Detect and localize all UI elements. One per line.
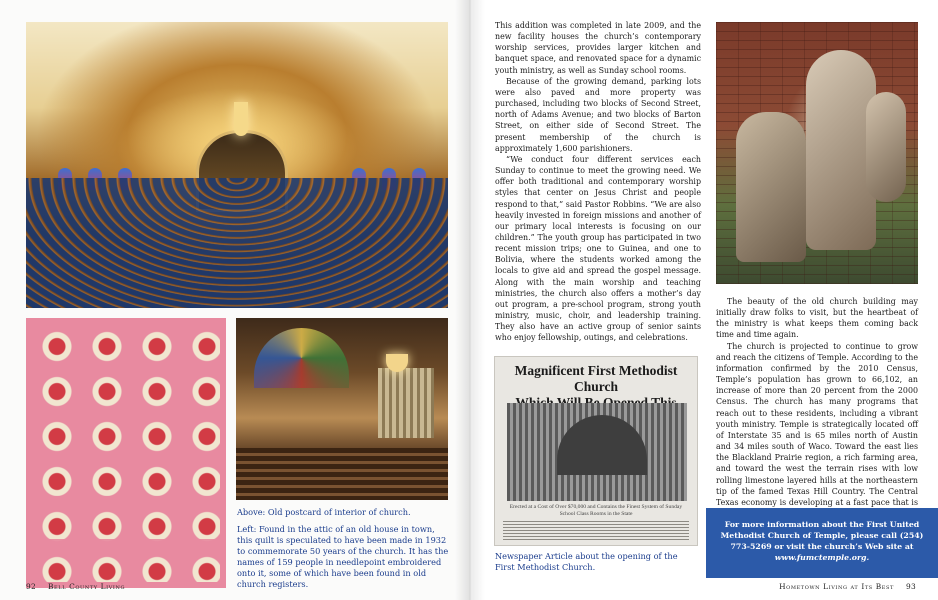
postcard-photo xyxy=(236,318,448,500)
paragraph xyxy=(716,341,918,521)
statue-figure xyxy=(866,92,906,202)
info-text: For more information about the First United Methodist Church of Temple, please call (254) 773-5269 or visit the church’s Web site at xyxy=(720,520,924,551)
folio-right xyxy=(779,582,916,591)
quilt-photo xyxy=(26,318,226,588)
postcard-organ-pipes xyxy=(378,368,434,438)
sanctuary-photo xyxy=(26,22,448,308)
newspaper-caption: Newspaper Article about the opening of the First Methodist Church. xyxy=(495,551,678,572)
quilt-caption: Left: Found in the attic of an old house in town, this quilt is speculated to have been made in 1932 to commemorate 50 years of the church. It has the names of 159 people in needlepoint embroidered onto it, some of which have been found in old church registers. xyxy=(237,524,449,589)
magazine-tagline: Hometown Living at Its Best xyxy=(779,582,894,591)
paragraph-text: The church is projected to continue to grow and reach the citizens of Temple. According to the information confirmed by the 2010 Census, Temple’s population has grown to 66,102, an increase of more than 20 percent from the 2000 Census. The church has many programs that reach out to these residents, including a vibrant youth ministry. Temple is strategically located off of Interstate 35 and is 65 miles north of Austin and 34 miles south of Waco. Toward the east lies the Blackland Prairie region, a rich farming area, and toward the west the terrain rises with low rolling limestone layered hills at the northeastern tip of the famed Texas Hill Country. The Central Texas economy is developing at a fast pace that is xyxy=(716,341,918,507)
website-link[interactable]: www.fumctemple.org. xyxy=(774,553,870,562)
magazine-title: Bell County Living xyxy=(48,582,126,591)
postcard-pews xyxy=(236,448,448,500)
sanctuary-pews xyxy=(26,178,448,308)
paragraph: Because of the growing demand, parking lots were also paved and more property was purchased, including two blocks of Second Street, north of Adams Avenue; and two blocks of Barton Street, on either side of Second Street. The present membership of the church is approximately 1,600 parishioners. xyxy=(495,76,701,153)
newspaper-subcaption: Erected at a Cost of Over $70,000 and Contains the Finest System of Sunday School Class Rooms in the State xyxy=(509,504,683,517)
article-column-1 xyxy=(495,20,701,344)
newspaper-body-text xyxy=(503,521,689,541)
paragraph: The beauty of the old church building may initially draw folks to visit, but the heartbeat of the ministry is what keeps them coming back time and time again. xyxy=(716,297,918,340)
info-box xyxy=(706,508,938,578)
postcard-caption: Above: Old postcard of interior of church. xyxy=(237,507,411,517)
quilt-sashing xyxy=(32,324,220,582)
statue-photo xyxy=(716,22,918,284)
page-gutter xyxy=(455,0,485,600)
sanctuary-chandelier xyxy=(234,102,248,136)
page-number: 92 xyxy=(26,582,37,591)
paragraph: This addition was completed in late 2009, and the new facility houses the church’s contemporary worship services, provides larger kitchen and banquet space, and renovated space for a dynamic youth ministry, as well as Sunday school rooms. xyxy=(495,21,701,75)
headline-line: Magnificent First Methodist Church xyxy=(514,363,678,394)
folio-left xyxy=(26,582,125,591)
statue-figure xyxy=(736,112,806,262)
newspaper-church-photo xyxy=(507,403,687,501)
newspaper-clipping xyxy=(494,356,698,546)
page-number: 93 xyxy=(905,582,916,591)
article-column-2 xyxy=(716,296,918,520)
paragraph: “We conduct four different services each Sunday to continue to meet the growing need. We offer both traditional and contemporary worship styles that center on Jesus Christ and people respond to that,” said Pastor Robbins. “We are also heavily invested in foreign missions and another of our primary local interests is focusing on our children.” The youth group has participated in two recent mission trips; one to Guinea, and one to Bolivia, where the students worked among the locals to give aid and spread the gospel message. Along with the main worship and teaching ministries, the church also offers a mother’s day out program, a pre-school program, strong youth ministry, music, choir, and leadership training. They also have an active group of senior saints who enjoy fellowship, outings, and celebrations. xyxy=(495,154,701,343)
right-page xyxy=(470,0,938,600)
postcard-stained-glass xyxy=(254,328,349,388)
